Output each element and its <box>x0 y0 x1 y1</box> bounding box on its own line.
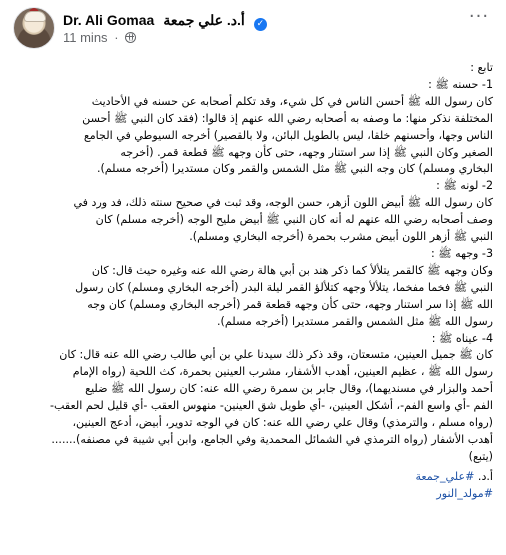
post-text-line: تابع : <box>470 61 493 74</box>
post-text-line: أحمد والبزار في مسنديهما)، وقال جابر بن سمرة رضي الله عنه: كان رسول الله ﷺ ضليع <box>85 382 493 396</box>
signature-prefix: أ.د. <box>474 469 493 483</box>
avatar-turban <box>24 11 46 22</box>
author-avatar[interactable] <box>13 7 55 49</box>
hashtag-block <box>14 469 493 503</box>
post-text-line: رسول الله ﷺ مثل الشمس والقمر مستديرا (أخرجه مسلم). <box>217 314 493 328</box>
post-text-line: الفم -أي واسع الفم-، أشكل العينين، -أي طويل شق العينين- منهوس العقب -أي قليل لحم العقب- <box>50 399 493 413</box>
more-options-button[interactable]: ··· <box>468 6 490 27</box>
post-text <box>14 60 493 466</box>
author-name-en[interactable]: Dr. Ali Gomaa <box>63 12 155 28</box>
post-text-line: النبي ﷺ أزهر اللون أبيض مشرب بحمرة (أخرجه البخاري ومسلم). <box>189 230 493 244</box>
signature-line <box>14 469 493 486</box>
globe-icon[interactable] <box>125 32 136 43</box>
author-name-row <box>63 10 267 28</box>
post-text-line: كان ﷺ جميل العينين، متسعتان، وقد ذكر ذلك سيدنا علي بن أبي طالب رضي الله عنه قال: كان <box>59 348 493 362</box>
post-text-line: كان رسول الله ﷺ أحسن الناس في كل شيء، وقد تكلم أصحابه عن حسنه في الأحاديث <box>91 94 493 108</box>
post-header <box>13 6 493 50</box>
post-text-line: 4- عيناه ﷺ : <box>431 331 493 345</box>
post-timestamp[interactable]: 11 mins <box>63 30 108 45</box>
post-text-line: 3- وجهه ﷺ : <box>430 246 493 260</box>
post-text-line: 1- حسنه ﷺ : <box>428 77 493 91</box>
post-text-line: وكان وجهه ﷺ كالقمر يتلألأ كما ذكر هند بن أبي هالة رضي الله عنه وغيره حيث قال: كان <box>91 263 493 277</box>
author-name-ar[interactable]: أ.د. علي جمعة <box>163 12 245 28</box>
post-text-line: الله ﷺ إذا سر استنار وجهه، حتى كأن وجهه قطعة قمر (أخرجه البخاري ومسلم) كان وجه <box>87 297 493 311</box>
post-text-line: كان رسول الله ﷺ أبيض اللون أزهر، حسن الوجه، وقد ثبت في صحيح سنته ذلك، فد ورد في <box>73 196 493 210</box>
post-meta <box>63 30 136 46</box>
post-text-line: (يتبع) <box>468 449 493 463</box>
post-text-line: 2- لونه ﷺ : <box>436 179 493 193</box>
post-text-line: الصغير وكان النبي ﷺ إذا سر استنار وجهه، حتى كأن وجهه ﷺ قطعة قمر. (أخرجه <box>120 145 493 159</box>
post-text-line: أهدب الأشفار (رواه الترمذي في الشمائل المحمدية وفي الجامع، وابن أبي شيبة في مصنفه)....... <box>51 432 493 446</box>
meta-separator: · <box>114 30 119 45</box>
post-text-line: البخاري ومسلم) كان وجه النبي ﷺ مثل الشمس والقمر وكان مستديرا (أخرجه مسلم). <box>96 162 493 176</box>
post-body <box>14 60 493 503</box>
post-text-line: رسول الله ﷺ ، عظيم العينين، أهدب الأشفار، مشرب العينين بحمرة، كث اللحية (رواه الإمام <box>72 365 493 379</box>
hashtag-line <box>14 486 493 503</box>
post-text-line: وصف أصحابه رضي الله عنهم له أنه كان النبي ﷺ أبيض مليح الوجه (أخرجه مسلم) كان <box>95 213 493 227</box>
post-text-line: النبي ﷺ فخما مفخما، يتلألأ وجهه كتلألؤ القمر ليلة البدر (أخرجه البخاري ومسلم) كان رسول <box>75 280 493 294</box>
post-text-line: الناس وجها، وأحسنهم خلقا، ليس بالطويل البائن، ولا بالقصير) أخرجه السيوطي في الجامع <box>83 128 493 142</box>
post-text-line: المختلفة نذكر منها: ما وصفه به أصحابه رضي الله عنهم إذ قالوا: (فقد كان النبي ﷺ أحسن <box>82 111 493 125</box>
verified-badge-icon: ✓ <box>254 18 267 31</box>
post-text-line: (رواه مسلم ، والترمذي) وقال علي رضي الله عنه: كان في الوجه تدوير، أبيض، أدعج العينين، <box>72 416 493 430</box>
hashtag-link[interactable]: #مولد_النور <box>436 486 493 500</box>
hashtag-link[interactable]: #علي_جمعة <box>415 469 475 483</box>
